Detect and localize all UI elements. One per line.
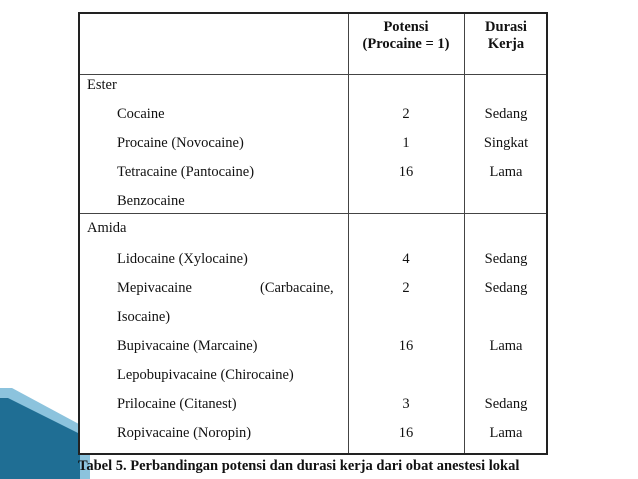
drug-name: Mepivacaine (117, 280, 192, 296)
drug-name: Benzocaine (117, 193, 185, 209)
drug-name: Cocaine (117, 106, 165, 122)
duration-value: Sedang (484, 106, 528, 122)
header-duration (464, 19, 548, 53)
header-potency-line2: (Procaine = 1) (362, 36, 450, 52)
header-duration-line1: Durasi (485, 19, 527, 35)
duration-value: Lama (489, 338, 523, 354)
drug-name: Lidocaine (Xylocaine) (117, 251, 248, 267)
drug-name: Bupivacaine (Marcaine) (117, 338, 258, 354)
header-potency-line1: Potensi (383, 19, 429, 35)
duration-value: Lama (489, 425, 523, 441)
duration-value: Lama (489, 164, 523, 180)
potency-value: 2 (402, 106, 410, 122)
potency-value: 16 (398, 425, 414, 441)
data-table (78, 12, 548, 455)
duration-value: Sedang (484, 251, 528, 267)
drug-name: Procaine (Novocaine) (117, 135, 244, 151)
duration-value: Singkat (483, 135, 529, 151)
header-divider (80, 74, 546, 75)
header-duration-line2: Kerja (487, 36, 525, 52)
section-label-amida: Amida (87, 220, 127, 236)
potency-value: 2 (402, 280, 410, 296)
duration-value: Sedang (484, 280, 528, 296)
corner-arrow-decoration (0, 388, 90, 479)
table-caption: Tabel 5. Perbandingan potensi dan durasi kerja dari obat anestesi lokal (78, 458, 520, 474)
drug-name: Tetracaine (Pantocaine) (117, 164, 255, 180)
potency-value: 4 (402, 251, 410, 267)
drug-name: Lepobupivacaine (Chirocaine) (117, 367, 294, 383)
potency-value: 1 (402, 135, 410, 151)
potency-value: 16 (398, 338, 414, 354)
duration-value: Sedang (484, 396, 528, 412)
potency-value: 3 (402, 396, 410, 412)
drug-name: Prilocaine (Citanest) (117, 396, 237, 412)
drug-name: Ropivacaine (Noropin) (117, 425, 252, 441)
drug-name-continuation: Isocaine) (117, 309, 171, 325)
potency-value: 16 (398, 164, 414, 180)
column-divider (464, 14, 465, 453)
header-potency (348, 19, 464, 53)
drug-name-synonym: (Carbacaine, (260, 280, 334, 296)
section-label-ester: Ester (87, 77, 117, 93)
column-divider (348, 14, 349, 453)
section-divider (80, 213, 546, 214)
